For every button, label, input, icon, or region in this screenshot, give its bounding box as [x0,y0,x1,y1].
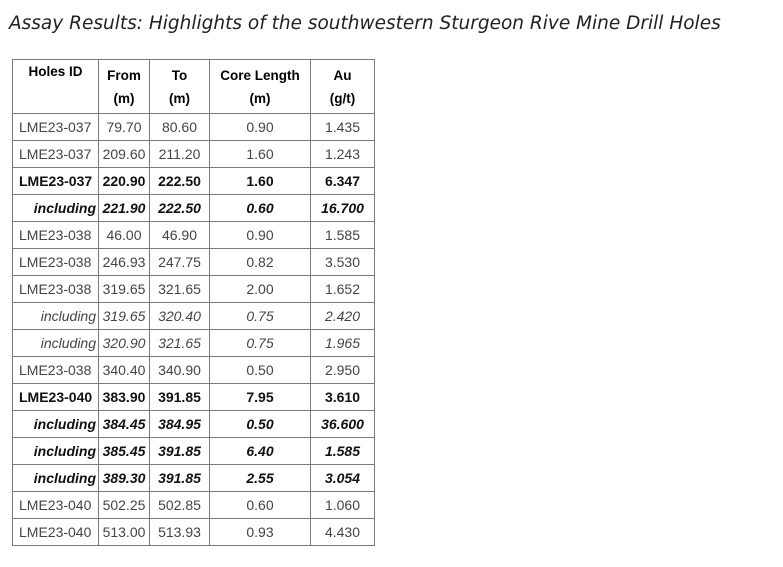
header-to [150,60,210,114]
cell-core-length: 6.40 [210,438,311,465]
header-core-length [210,60,311,114]
cell-from: 246.93 [99,249,150,276]
table-body [13,114,375,546]
cell-to: 391.85 [150,438,210,465]
cell-au: 2.420 [311,303,375,330]
cell-to: 384.95 [150,411,210,438]
cell-au: 1.585 [311,438,375,465]
cell-hole-id: including [13,195,99,222]
cell-core-length: 0.82 [210,249,311,276]
cell-to: 502.85 [150,492,210,519]
cell-to: 320.40 [150,303,210,330]
table-row [13,330,375,357]
cell-from: 46.00 [99,222,150,249]
cell-from: 319.65 [99,303,150,330]
cell-au: 6.347 [311,168,375,195]
cell-hole-id: LME23-038 [13,276,99,303]
cell-from: 319.65 [99,276,150,303]
cell-from: 320.90 [99,330,150,357]
cell-from: 79.70 [99,114,150,141]
cell-au: 3.530 [311,249,375,276]
cell-au: 1.243 [311,141,375,168]
cell-au: 1.652 [311,276,375,303]
cell-hole-id: LME23-037 [13,114,99,141]
cell-core-length: 0.75 [210,330,311,357]
cell-from: 385.45 [99,438,150,465]
cell-core-length: 0.75 [210,303,311,330]
cell-au: 3.054 [311,465,375,492]
table-row [13,141,375,168]
cell-core-length: 1.60 [210,168,311,195]
cell-from: 221.90 [99,195,150,222]
cell-core-length: 0.60 [210,492,311,519]
table-row [13,168,375,195]
cell-to: 513.93 [150,519,210,546]
cell-hole-id: LME23-040 [13,384,99,411]
cell-from: 502.25 [99,492,150,519]
assay-results-table [12,59,375,546]
cell-au: 1.435 [311,114,375,141]
table-row [13,276,375,303]
cell-to: 211.20 [150,141,210,168]
cell-from: 383.90 [99,384,150,411]
cell-core-length: 0.50 [210,411,311,438]
cell-au: 16.700 [311,195,375,222]
cell-hole-id: LME23-040 [13,492,99,519]
cell-au: 3.610 [311,384,375,411]
table-row [13,303,375,330]
cell-hole-id: including [13,330,99,357]
table-row [13,519,375,546]
table-row [13,114,375,141]
header-au [311,60,375,114]
header-from-label: From [107,67,141,83]
cell-from: 513.00 [99,519,150,546]
header-holes-id-label: Holes ID [28,64,83,79]
cell-to: 80.60 [150,114,210,141]
cell-hole-id: LME23-038 [13,357,99,384]
cell-from: 209.60 [99,141,150,168]
cell-hole-id: including [13,438,99,465]
cell-to: 391.85 [150,384,210,411]
header-from-unit: (m) [113,90,135,106]
cell-core-length: 2.00 [210,276,311,303]
cell-from: 340.40 [99,357,150,384]
cell-to: 247.75 [150,249,210,276]
header-core-length-unit: (m) [249,90,271,106]
cell-core-length: 0.93 [210,519,311,546]
cell-core-length: 0.50 [210,357,311,384]
cell-to: 46.90 [150,222,210,249]
cell-hole-id: LME23-037 [13,168,99,195]
table-row [13,465,375,492]
table-row [13,195,375,222]
table-row [13,357,375,384]
cell-au: 2.950 [311,357,375,384]
cell-from: 389.30 [99,465,150,492]
cell-from: 220.90 [99,168,150,195]
cell-hole-id: LME23-038 [13,222,99,249]
cell-core-length: 0.90 [210,222,311,249]
header-core-length-label: Core Length [220,67,300,83]
table-row [13,492,375,519]
cell-core-length: 1.60 [210,141,311,168]
table-row [13,249,375,276]
table-row [13,411,375,438]
cell-core-length: 2.55 [210,465,311,492]
header-to-unit: (m) [169,90,190,106]
cell-au: 4.430 [311,519,375,546]
cell-to: 340.90 [150,357,210,384]
cell-hole-id: LME23-040 [13,519,99,546]
cell-core-length: 0.90 [210,114,311,141]
cell-au: 1.060 [311,492,375,519]
table-header-row [13,60,375,114]
cell-to: 321.65 [150,330,210,357]
cell-from: 384.45 [99,411,150,438]
header-au-unit: (g/t) [329,90,356,106]
header-au-label: Au [333,67,352,83]
cell-core-length: 0.60 [210,195,311,222]
cell-au: 1.585 [311,222,375,249]
cell-au: 1.965 [311,330,375,357]
cell-hole-id: including [13,465,99,492]
page-title: Assay Results: Highlights of the southwestern Sturgeon Rive Mine Drill Holes [9,13,721,34]
cell-au: 36.600 [311,411,375,438]
header-from [99,60,150,114]
table-row [13,384,375,411]
table-row [13,438,375,465]
cell-to: 222.50 [150,168,210,195]
header-holes-id [13,60,99,114]
header-to-label: To [171,67,188,83]
table-row [13,222,375,249]
cell-to: 391.85 [150,465,210,492]
cell-hole-id: LME23-037 [13,141,99,168]
cell-to: 222.50 [150,195,210,222]
cell-core-length: 7.95 [210,384,311,411]
cell-hole-id: including [13,303,99,330]
cell-hole-id: LME23-038 [13,249,99,276]
cell-hole-id: including [13,411,99,438]
cell-to: 321.65 [150,276,210,303]
